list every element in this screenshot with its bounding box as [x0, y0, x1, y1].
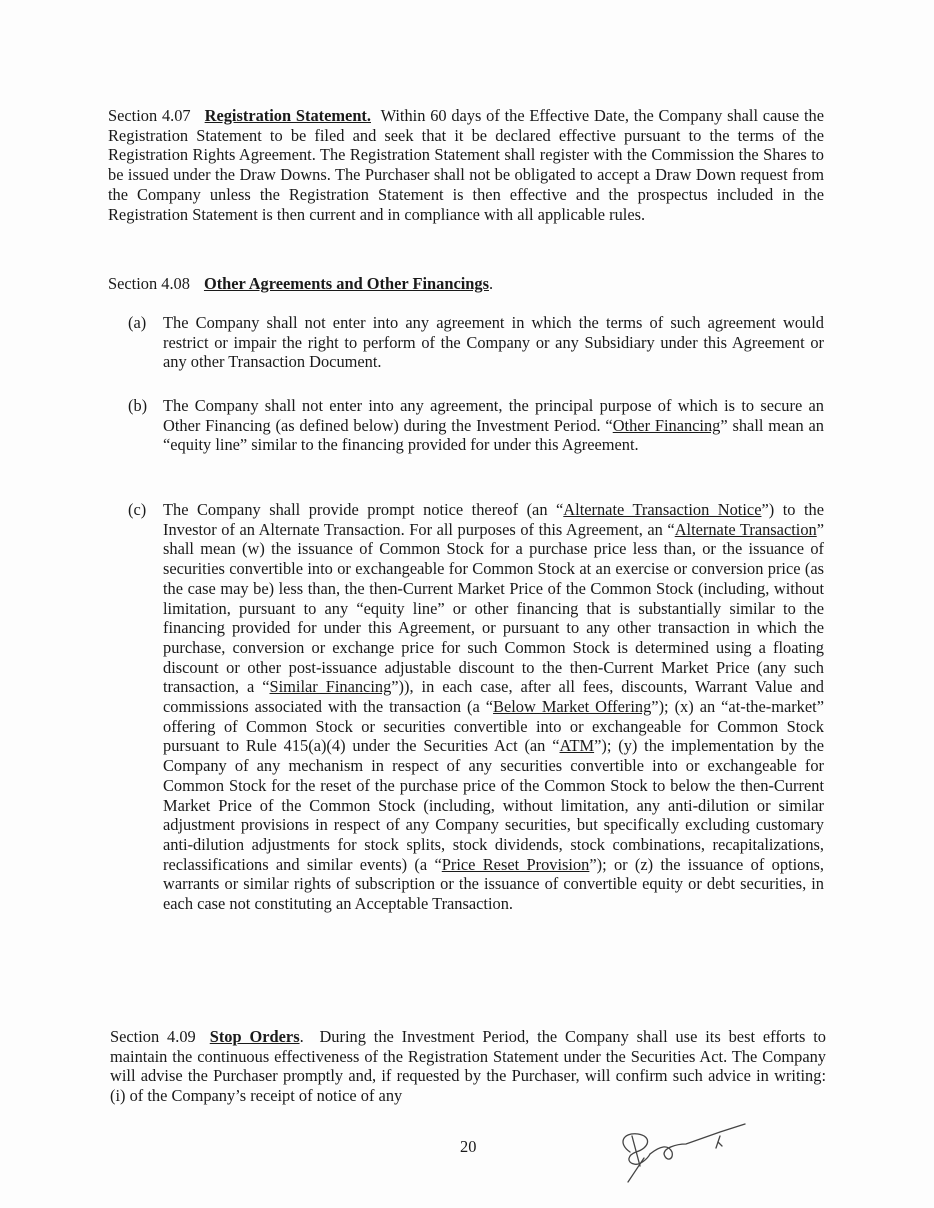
- section-text: Within 60 days of the Effective Date, the Company shall cause the Registration Statement to be filed and seek that it be declared effective pursuant to the terms of the Registration Rights Agreement. The Registration Statement shall register with the Commission the Shares to be issued under the Draw Downs. The Purchaser shall not be obligated to accept a Draw Down request from the Company unless the Registration Statement is then effective and the prospectus included in the Registration Statement is then current and in compliance with all applicable rules.: [108, 106, 824, 224]
- defined-term: Similar Financing: [269, 677, 392, 697]
- clause-b: [128, 396, 824, 455]
- clause-label: (b): [128, 396, 148, 415]
- defined-term: Alternate Transaction: [674, 519, 817, 539]
- section-number: Section 4.08: [108, 274, 190, 293]
- page-number: 20: [460, 1137, 477, 1156]
- text-run: ”) to the Investor of an Alternate Transaction. For all purposes of this Agreement, an “: [163, 500, 824, 539]
- section-text: During the Investment Period, the Company shall use its best efforts to maintain the continuous effectiveness of the Registration Statement under the Securities Act. The Company will advise the Purchaser promptly and, if requested by the Purchaser, will confirm such advice in writing: (i) of the Company’s receipt of notice of any: [110, 1027, 826, 1106]
- defined-term: ATM: [559, 736, 595, 756]
- clause-label: (a): [128, 313, 147, 332]
- clause-text: [163, 396, 824, 455]
- defined-term: Below Market Offering: [493, 697, 652, 717]
- section-heading: Other Agreements and Other Financings: [203, 274, 489, 293]
- defined-term: Alternate Transaction Notice: [563, 500, 762, 519]
- clause-label: (c): [128, 500, 147, 519]
- clause-text: [163, 500, 824, 914]
- section-4-07: [108, 106, 824, 224]
- heading-punctuation: .: [488, 274, 494, 293]
- text-run: ”)), in each case, after all fees, discounts, Warrant Value and commissions associated with the transaction (a “: [163, 677, 824, 717]
- section-4-09: [110, 1027, 826, 1106]
- clause-c: [128, 500, 824, 914]
- clause-a: [128, 313, 824, 372]
- section-number: Section 4.07: [108, 106, 191, 125]
- text-run: The Company shall provide prompt notice thereof (an “: [163, 500, 564, 519]
- text-run: The Company shall not enter into any agreement, the principal purpose of which is to secure an Other Financing (as defined below) during the Investment Period. “: [163, 396, 824, 435]
- section-number: Section 4.09: [110, 1027, 196, 1046]
- signature-initials-icon: [610, 1122, 760, 1184]
- heading-punctuation: .: [299, 1027, 304, 1046]
- section-heading: Registration Statement.: [204, 106, 371, 125]
- text-run: ”); (x) an “at-the-market” offering of Common Stock or securities convertible into or exchangeable for Common Stock pursuant to Rule 415(a)(4) under the Securities Act (an “: [163, 697, 824, 756]
- clause-text: The Company shall not enter into any agreement in which the terms of such agreement would restrict or impair the right to perform of the Company or any Subsidiary under this Agreement or any other Transaction Document.: [163, 313, 824, 372]
- text-run: ”); or (z) the issuance of options, warrants or similar rights of subscription or the issuance of convertible equity or debt securities, in each case not constituting an Acceptable Transaction.: [163, 854, 824, 914]
- text-run: ” shall mean (w) the issuance of Common Stock for a purchase price less than, or the issuance of securities convertible into or exchangeable for Common Stock at an exercise or conversion price (as the case may be) less than, the then-Current Market Price of the Common Stock (including, without limitation, pursuant to any “equity line” or other financing that is substantially similar to the financing provided for under this Agreement, or pursuant to any other transaction in which the purchase, conversion or exchange price for such Common Stock is determined using a floating discount or other post-issuance adjustable discount to the then-Current Market Price (any such transaction, a “: [163, 519, 824, 697]
- text-run: ” shall mean an “equity line” similar to the financing provided for under this Agreement.: [163, 415, 824, 455]
- section-4-08: [108, 274, 824, 294]
- defined-term: Other Financing: [612, 415, 721, 435]
- section-heading: Stop Orders: [209, 1027, 300, 1046]
- text-run: ”); (y) the implementation by the Company of any mechanism in respect of any securities convertible into or exchangeable for Common Stock for the reset of the purchase price of the Common Stock to below the then-Current Market Price of the Common Stock (including, without limitation, any anti-dilution or similar adjustment provisions in respect of any Company securities, but specifically excluding customary anti-dilution adjustments for stock splits, stock dividends, stock combinations, recapitalizations, reclassifications and similar events) (a “: [163, 736, 824, 874]
- defined-term: Price Reset Provision: [441, 854, 590, 874]
